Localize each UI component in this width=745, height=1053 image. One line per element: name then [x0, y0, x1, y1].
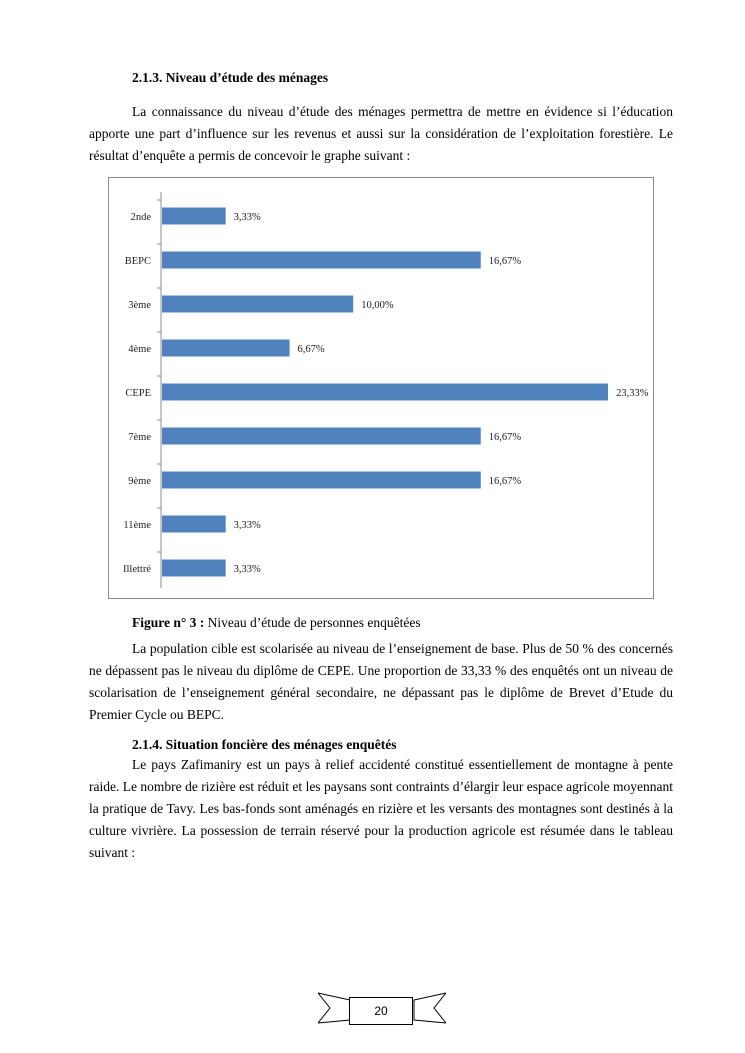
value-label: 16,67% — [488, 256, 522, 267]
figure-caption-text: Niveau d’étude de personnes enquêtées — [204, 615, 421, 630]
page-number: 20 — [349, 997, 413, 1025]
category-label: 11ème — [123, 520, 151, 531]
figure-caption-label: Figure n° 3 : — [132, 615, 205, 630]
section-heading-2-1-3: 2.1.3. Niveau d’étude des ménages — [132, 70, 329, 85]
value-label: 3,33% — [233, 564, 261, 575]
bar — [162, 384, 608, 401]
education-level-chart — [108, 177, 654, 599]
category-label: 7ème — [128, 432, 151, 443]
category-label: 4ème — [128, 344, 151, 355]
category-label: BEPC — [124, 256, 151, 267]
figure-caption — [132, 615, 421, 631]
value-label: 23,33% — [616, 388, 649, 399]
bar — [162, 296, 353, 313]
section-heading-2-1-4: 2.1.4. Situation foncière des ménages enquêtés — [132, 737, 397, 752]
analysis-paragraph: La population cible est scolarisée au niveau de l’enseignement de base. Plus de 50 % des concernés ne dépassent pas le niveau du diplôme de CEPE. Une proportion de 33,33 % des enquêtés ont un niveau de scolarisation de l’enseignement général secondaire, ne dépassant pas le diplôme de Brevet d’Etude du Premier Cycle ou BEPC. — [89, 641, 673, 722]
bar — [162, 340, 290, 357]
value-label: 3,33% — [233, 212, 261, 223]
bar — [162, 208, 226, 225]
chart-canvas — [109, 178, 655, 600]
category-label: Illettré — [123, 564, 151, 575]
bar — [162, 560, 226, 577]
value-label: 10,00% — [361, 300, 394, 311]
value-label: 16,67% — [488, 476, 522, 487]
bar — [162, 252, 481, 269]
value-label: 6,67% — [297, 344, 325, 355]
land-situation-paragraph: Le pays Zafimaniry est un pays à relief accidenté constitué essentiellement de montagne à pente raide. Le nombre de rizière est réduit et les paysans sont contraints d’élargir leur espace agricole moyennant la pratique de Tavy. Les bas-fonds sont aménagés en rizière et les versants des montagnes sont destinés à la culture vivrière. La possession de terrain réservé pour la production agricole est résumée dans le tableau suivant : — [89, 757, 673, 860]
value-label: 3,33% — [233, 520, 261, 531]
category-label: CEPE — [125, 388, 151, 399]
value-label: 16,67% — [488, 432, 522, 443]
bar — [162, 428, 481, 445]
bar — [162, 516, 226, 533]
intro-paragraph: La connaissance du niveau d’étude des ménages permettra de mettre en évidence si l’éducation apporte une part d’influence sur les revenus et aussi sur la considération de l’exploitation forestière. Le résultat d’enquête a permis de concevoir le graphe suivant : — [89, 104, 673, 163]
category-label: 3ème — [128, 300, 151, 311]
category-label: 9ème — [128, 476, 151, 487]
category-label: 2nde — [130, 212, 151, 223]
bar — [162, 472, 481, 489]
